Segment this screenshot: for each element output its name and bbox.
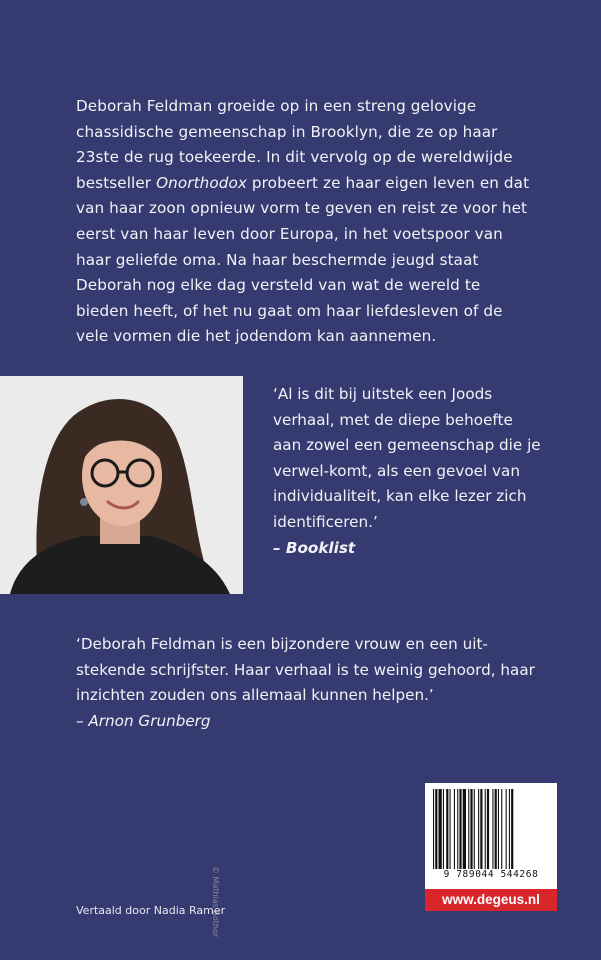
booklist-quote — [273, 382, 543, 561]
grunberg-attribution: – Arnon Grunberg — [76, 711, 211, 730]
blurb-book-title: Onorthodox — [156, 173, 247, 192]
isbn-number: 9 789044 544268 — [443, 869, 539, 880]
booklist-quote-text: ‘Al is dit bij uitstek een Joods verhaal, met de diepe behoefte aan zowel een gemeenschap die je verwel-komt, als een gevoel van individualiteit, kan elke lezer zich identificeren.’ — [273, 385, 541, 531]
publisher-website-link[interactable]: www.degeus.nl — [425, 889, 557, 911]
barcode-icon — [431, 789, 551, 869]
blurb-text-part2: probeert ze haar eigen leven en dat van haar zoon opnieuw vorm te geven en reist ze voor het eerst van haar leven door Europa, in het voetspoor van haar geliefde oma. Na haar beschermde jeugd staat Deborah nog elke dag versteld van wat de wereld te bieden heeft, of het nu gaat om haar liefdesleven of de vele vormen die het jodendom kan aannemen. — [76, 173, 530, 346]
photo-credit: © Mathias Bothor — [211, 866, 220, 938]
grunberg-quote-text: ‘Deborah Feldman is een bijzondere vrouw en een uit-stekende schrijfster. Haar verhaal is te weinig gehoord, haar inzichten zouden ons allemaal kunnen helpen.’ — [76, 635, 535, 705]
blurb-text-part1: Deborah Feldman groeide op in een streng gelovige chassidische gemeenschap in Brooklyn, die ze op haar 23ste de rug toekeerde. In dit vervolg op de wereldwijde bestseller — [76, 97, 513, 192]
back-cover-blurb — [76, 94, 536, 350]
booklist-attribution: – Booklist — [273, 538, 356, 557]
translator-credit: Vertaald door Nadia Ramer — [76, 904, 226, 917]
author-portrait-icon — [0, 376, 243, 594]
grunberg-quote — [76, 632, 556, 734]
isbn-barcode — [425, 783, 557, 889]
